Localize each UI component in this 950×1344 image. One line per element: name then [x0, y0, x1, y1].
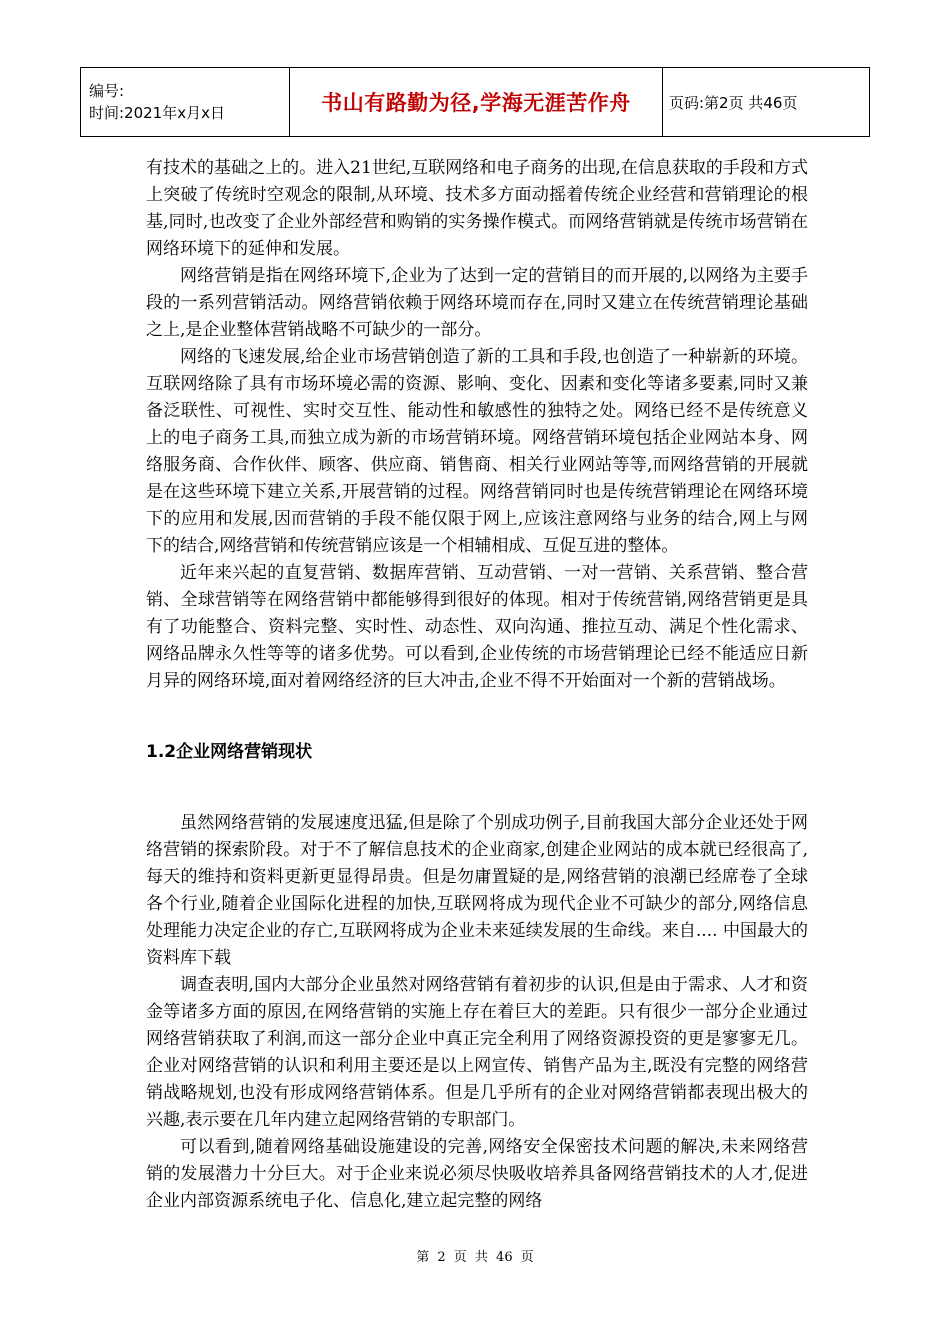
document-body — [146, 155, 808, 1215]
body-paragraph-3: 网络的飞速发展,给企业市场营销创造了新的工具和手段,也创造了一种崭新的环境。互联网络除了具有市场环境必需的资源、影响、变化、因素和变化等诸多要素,同时又兼备泛联性、可视性、实时交互性、能动性和敏感性的独特之处。网络已经不是传统意义上的电子商务工具,而独立成为新的市场营销环境。网络营销环境包括企业网站本身、网络服务商、合作伙伴、顾客、供应商、销售商、相关行业网站等等,而网络营销的开展就是在这些环境下建立关系,开展营销的过程。网络营销同时也是传统营销理论在网络环境下的应用和发展,因而营销的手段不能仅限于网上,应该注意网络与业务的结合,网上与网下的结合,网络营销和传统营销应该是一个相辅相成、互促互进的整体。 — [146, 347, 808, 556]
header-motto: 书山有路勤为径,学海无涯苦作舟 — [290, 68, 663, 137]
page-header — [80, 67, 870, 137]
body-paragraph-5: 虽然网络营销的发展速度迅猛,但是除了个别成功例子,目前我国大部分企业还处于网络营销的探索阶段。对于不了解信息技术的企业商家,创建企业网站的成本就已经很高了,每天的维持和资料更新更显得昂贵。但是勿庸置疑的是,网络营销的浪潮已经席卷了全球各个行业,随着企业国际化进程的加快,互联网将成为现代企业不可缺少的部分,网络信息处理能力决定企业的存亡,互联网将成为企业未来延续发展的生命线。来自.... 中国最大的资料库下载 — [146, 813, 808, 968]
body-paragraph-4: 近年来兴起的直复营销、数据库营销、互动营销、一对一营销、关系营销、整合营销、全球营销等在网络营销中都能够得到很好的体现。相对于传统营销,网络营销更是具有了功能整合、资料完整、实时性、动态性、双向沟通、推拉互动、满足个性化需求、网络品牌永久性等等的诸多优势。可以看到,企业传统的市场营销理论已经不能适应日新月异的网络环境,面对着网络经济的巨大冲击,企业不得不开始面对一个新的营销战场。 — [146, 563, 808, 691]
header-time-label: 时间:2021年x月x日 — [89, 104, 225, 122]
body-paragraph-6: 调查表明,国内大部分企业虽然对网络营销有着初步的认识,但是由于需求、人才和资金等诸多方面的原因,在网络营销的实施上存在着巨大的差距。只有很少一部分企业通过网络营销获取了利润,而这一部分企业中真正完全利用了网络资源投资的更是寥寥无几。企业对网络营销的认识和利用主要还是以上网宣传、销售产品为主,既没有完整的网络营销战略规划,也没有形成网络营销体系。但是几乎所有的企业对网络营销都表现出极大的兴趣,表示要在几年内建立起网络营销的专职部门。 — [146, 975, 808, 1130]
body-paragraph-2: 网络营销是指在网络环境下,企业为了达到一定的营销目的而开展的,以网络为主要手段的一系列营销活动。网络营销依赖于网络环境而存在,同时又建立在传统营销理论基础之上,是企业整体营销战略不可缺少的一部分。 — [146, 266, 808, 340]
section-heading: 1.2企业网络营销现状 — [146, 742, 313, 762]
body-paragraph-7: 可以看到,随着网络基础设施建设的完善,网络安全保密技术问题的解决,未来网络营销的发展潜力十分巨大。对于企业来说必须尽快吸收培养具备网络营销技术的人才,促进企业内部资源系统电子化、信息化,建立起完整的网络 — [146, 1137, 808, 1211]
header-number-label: 编号: — [89, 82, 125, 100]
header-page-label: 页码:第2页 共46页 — [663, 68, 870, 137]
body-paragraph-1: 有技术的基础之上的。进入21世纪,互联网络和电子商务的出现,在信息获取的手段和方式上突破了传统时空观念的限制,从环境、技术多方面动摇着传统企业经营和营销理论的根基,同时,也改变了企业外部经营和购销的实务操作模式。而网络营销就是传统市场营销在网络环境下的延伸和发展。 — [146, 158, 808, 259]
page-footer: 第 2 页 共 46 页 — [416, 1250, 534, 1265]
header-meta-cell — [81, 68, 290, 137]
